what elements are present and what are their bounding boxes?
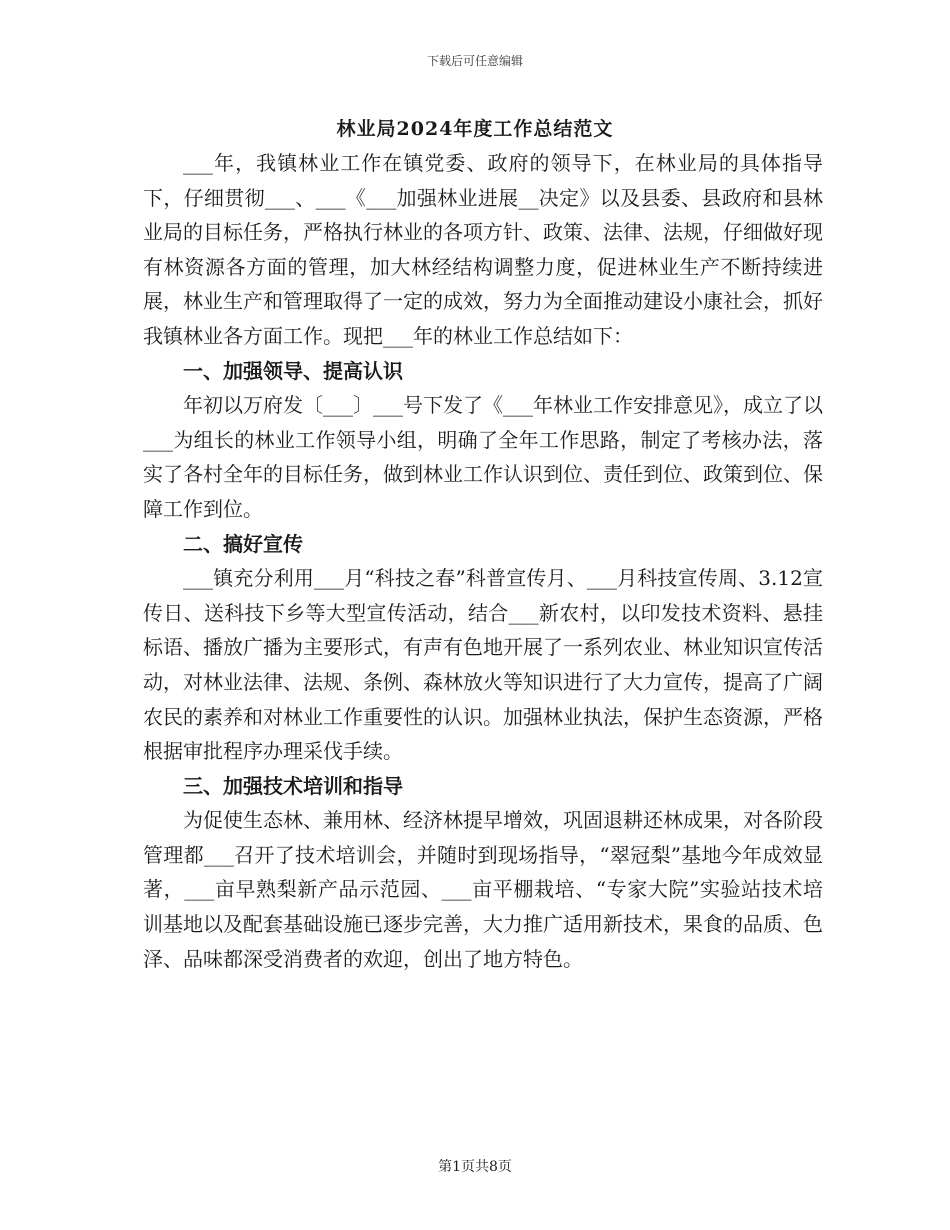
section-1-paragraph: 年初以万府发〔___〕___号下发了《___年林业工作安排意见》，成立了以___为组长的林业工作领导小组，明确了全年工作思路，制定了考核办法，落实了各村全年的目标任务，做到林业工作认识到位、责任到位、政策到位、保障工作到位。 xyxy=(143,393,823,521)
document-body xyxy=(143,146,823,976)
section-1-heading: 一、加强领导、提高认识 xyxy=(183,358,403,383)
section-2-heading: 二、搞好宣传 xyxy=(183,531,303,556)
section-2-paragraph: ___镇充分利用___月“科技之春”科普宣传月、___月科技宣传周、3.12宣传日、送科技下乡等大型宣传活动，结合___新农村，以印发技术资料、悬挂标语、播放广播为主要形式，有声有色地开展了一系列农业、林业知识宣传活动，对林业法律、法规、条例、森林放火等知识进行了大力宣传，提高了广阔农民的素养和对林业工作重要性的认识。加强林业执法，保护生态资源，严格根据审批程序办理采伐手续。 xyxy=(143,566,823,764)
header-note: 下载后可任意编辑 xyxy=(426,54,523,68)
document-title: 林业局2024年度工作总结范文 xyxy=(336,118,614,140)
intro-paragraph: ___年，我镇林业工作在镇党委、政府的领导下，在林业局的具体指导下，仔细贯彻___、___《___加强林业进展__决定》以及县委、县政府和县林业局的目标任务，严格执行林业的各项方针、政策、法律、法规，仔细做好现有林资源各方面的管理，加大林经结构调整力度，促进林业生产不断持续进展，林业生产和管理取得了一定的成效，努力为全面推动建设小康社会，抓好我镇林业各方面工作。现把___年的林业工作总结如下： xyxy=(143,151,823,348)
page-footer: 第1页共8页 xyxy=(438,1159,512,1175)
section-3-paragraph: 为促使生态林、兼用林、经济林提早增效，巩固退耕还林成果，对各阶段管理都___召开了技术培训会，并随时到现场指导，“翠冠梨”基地今年成效显著，___亩早熟梨新产品示范园、___亩平棚栽培、“专家大院”实验站技术培训基地以及配套基础设施已逐步完善，大力推广适用新技术，果食的品质、色泽、品味都深受消费者的欢迎，创出了地方特色。 xyxy=(143,808,823,971)
section-3-heading: 三、加强技术培训和指导 xyxy=(183,773,403,798)
